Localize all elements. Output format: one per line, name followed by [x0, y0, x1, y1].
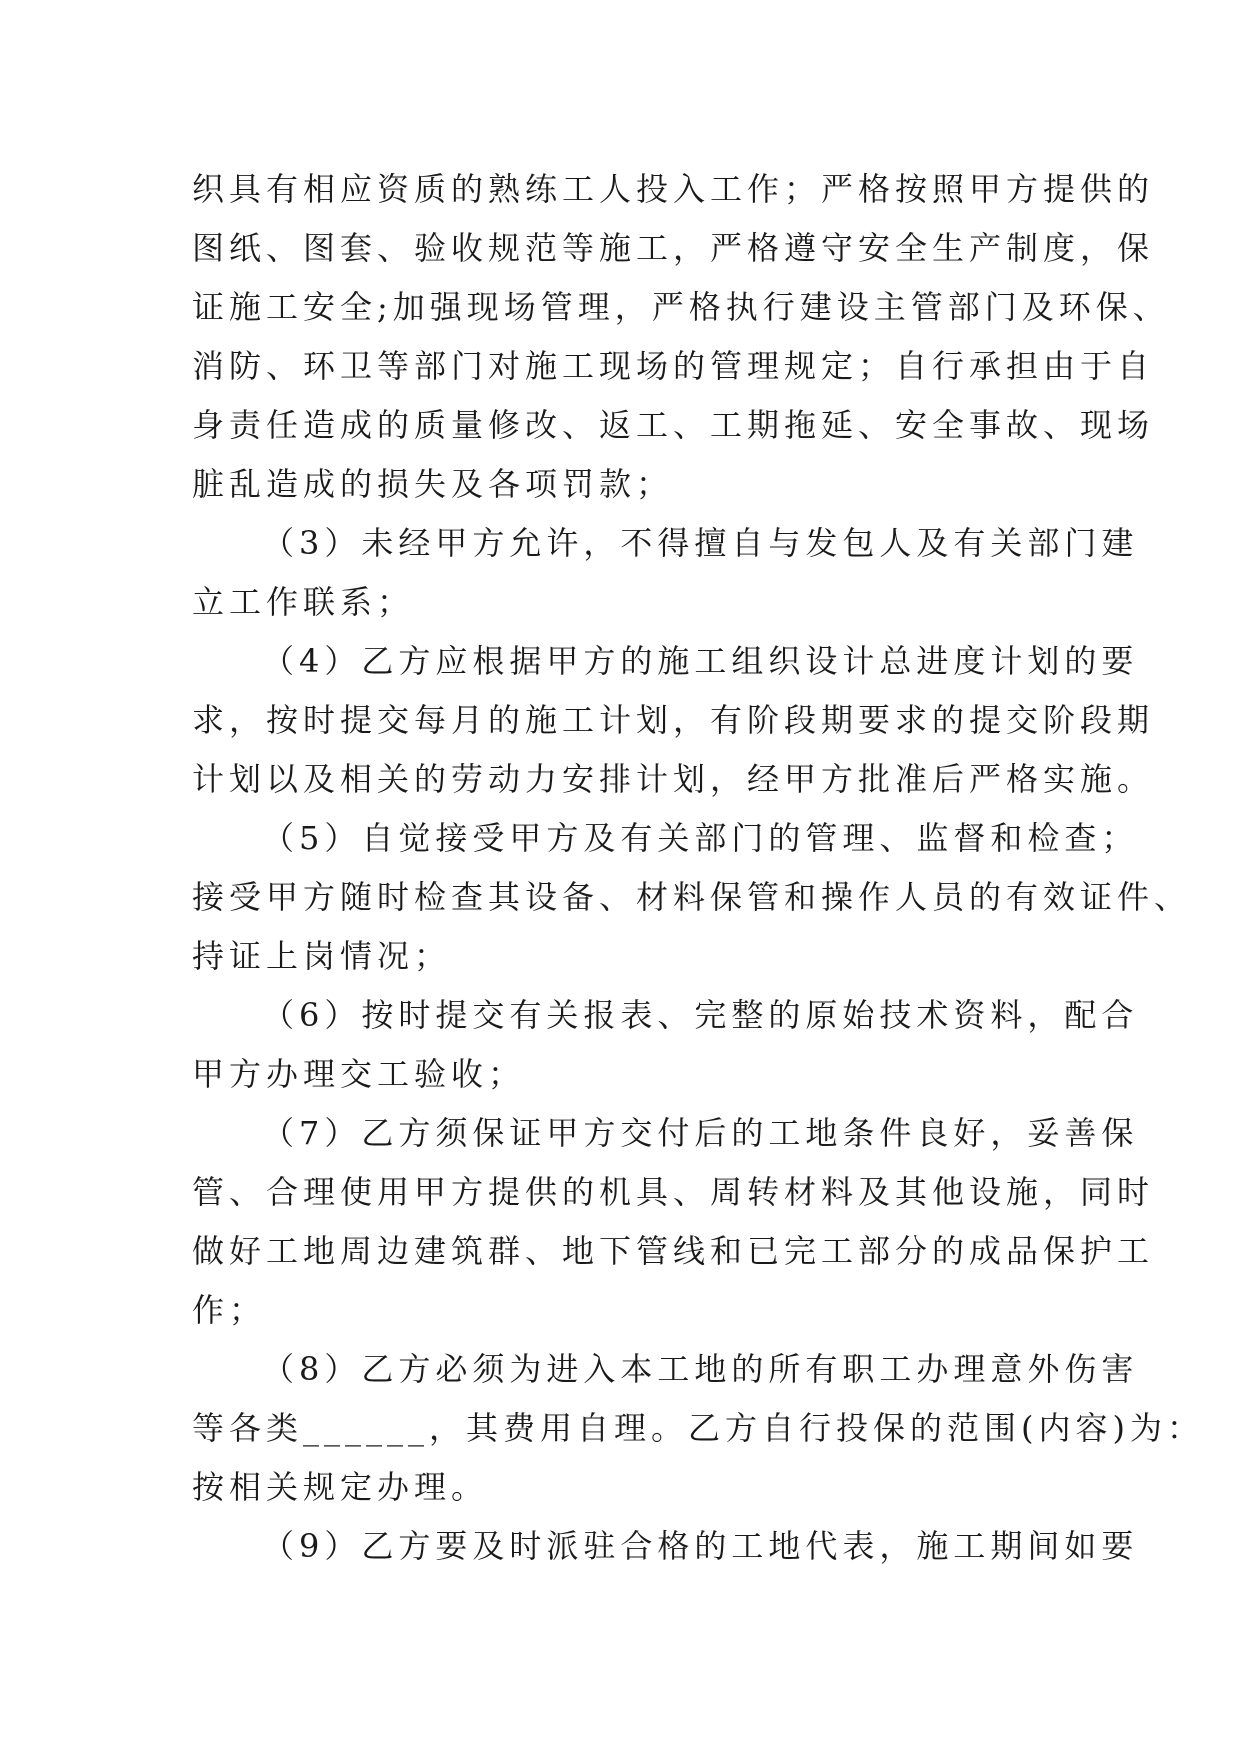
text-line: 织具有相应资质的熟练工人投入工作；严格按照甲方提供的	[192, 170, 1155, 208]
text-line: 脏乱造成的损失及各项罚款；	[192, 465, 674, 503]
text-line: 证施工安全;加强现场管理，严格执行建设主管部门及环保、	[192, 288, 1170, 326]
text-line: 计划以及相关的劳动力安排计划，经甲方批准后严格实施。	[192, 760, 1155, 798]
text-line: （4）乙方应根据甲方的施工组织设计总进度计划的要	[262, 642, 1139, 680]
text-line: 等各类______，其费用自理。乙方自行投保的范围(内容)为：	[192, 1409, 1204, 1447]
text-line: （6）按时提交有关报表、完整的原始技术资料，配合	[262, 996, 1139, 1034]
text-line: 消防、环卫等部门对施工现场的管理规定；自行承担由于自	[192, 347, 1155, 385]
text-line: 持证上岗情况；	[192, 937, 452, 975]
text-line: 立工作联系；	[192, 583, 415, 621]
text-line: （3）未经甲方允许，不得擅自与发包人及有关部门建	[262, 524, 1139, 562]
text-line: （9）乙方要及时派驻合格的工地代表，施工期间如要	[262, 1527, 1139, 1565]
contract-body-text	[192, 160, 1204, 1576]
text-line: 接受甲方随时检查其设备、材料保管和操作人员的有效证件、	[192, 878, 1192, 916]
text-line: （7）乙方须保证甲方交付后的工地条件良好，妥善保	[262, 1114, 1139, 1152]
text-line: 身责任造成的质量修改、返工、工期拖延、安全事故、现场	[192, 406, 1155, 444]
text-line: 做好工地周边建筑群、地下管线和已完工部分的成品保护工	[192, 1232, 1155, 1270]
text-line: 按相关规定办理。	[192, 1468, 489, 1506]
text-line: （5）自觉接受甲方及有关部门的管理、监督和检查；	[262, 819, 1139, 857]
text-line: 甲方办理交工验收；	[192, 1055, 526, 1093]
text-line: 管、合理使用甲方提供的机具、周转材料及其他设施，同时	[192, 1173, 1155, 1211]
text-line: 图纸、图套、验收规范等施工，严格遵守安全生产制度，保	[192, 229, 1155, 267]
text-line: 求，按时提交每月的施工计划，有阶段期要求的提交阶段期	[192, 701, 1155, 739]
text-line: （8）乙方必须为进入本工地的所有职工办理意外伤害	[262, 1350, 1139, 1388]
text-line: 作；	[192, 1291, 267, 1329]
